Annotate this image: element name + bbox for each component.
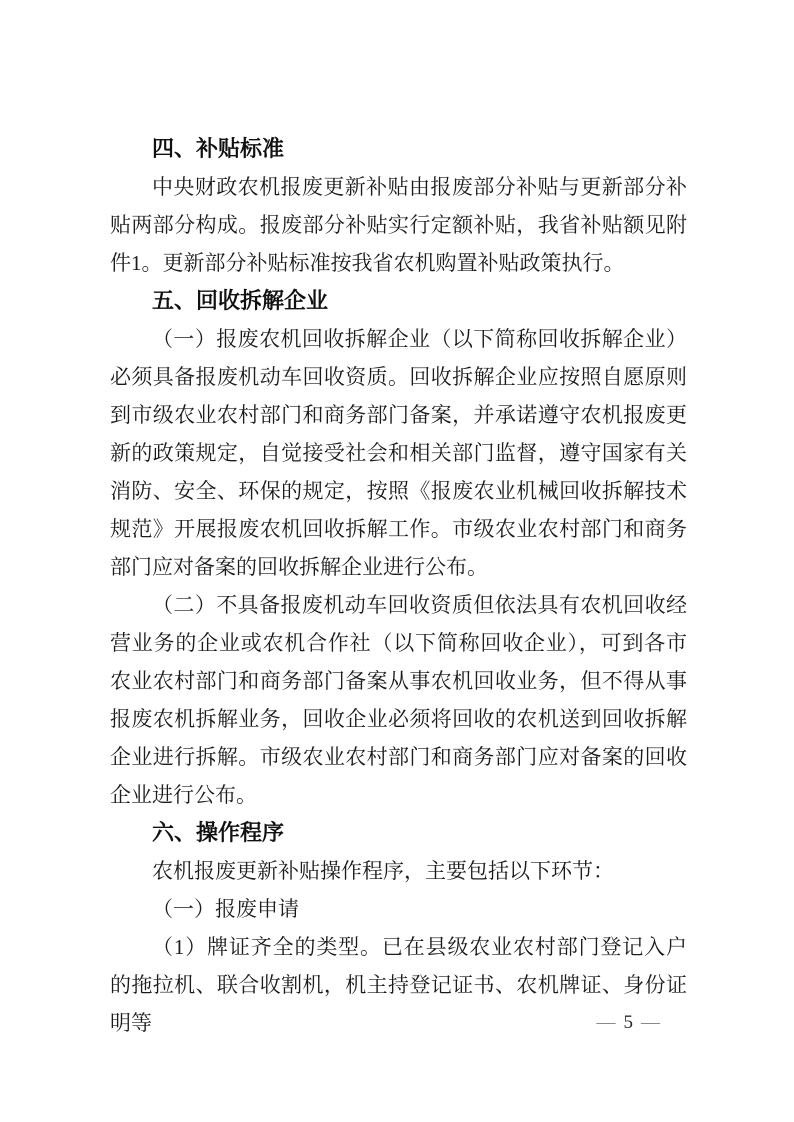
paragraph-recycling-businesses: （二）不具备报废机动车回收资质但依法具有农机回收经营业务的企业或农机合作社（以下简称回收企业），可到各市农业农村部门和商务部门备案从事农机回收业务，但不得从事报废农机拆解业务，回收企业必须将回收的农机送到回收拆解企业进行拆解。市级农业农村部门和商务部门应对备案的回收企业进行公布。 bbox=[110, 593, 687, 807]
paragraph-subsidy-composition: 中央财政农机报废更新补贴由报废部分补贴与更新部分补贴两部分构成。报废部分补贴实行定额补贴，我省补贴额见附件1。更新部分补贴标准按我省农机购置补贴政策执行。 bbox=[110, 175, 687, 275]
paragraph-licensed-machinery: （1）牌证齐全的类型。已在县级农业农村部门登记入户的拖拉机、联合收割机，机主持登记证书、农机牌证、身份证明等 bbox=[110, 935, 687, 1035]
document-body bbox=[110, 130, 687, 1042]
page-number-value: 5 bbox=[623, 1012, 635, 1033]
paragraph-recycling-dismantling-enterprises: （一）报废农机回收拆解企业（以下简称回收拆解企业）必须具备报废机动车回收资质。回收拆解企业应按照自愿原则到市级农业农村部门和商务部门备案，并承诺遵守农机报废更新的政策规定，自觉接受社会和相关部门监督，遵守国家有关消防、安全、环保的规定，按照《报废农业机械回收拆解技术规范》开展报废农机回收拆解工作。市级农业农村部门和商务部门应对备案的回收拆解企业进行公布。 bbox=[110, 327, 687, 579]
page-number-dash-left: — bbox=[596, 1012, 618, 1033]
heading-subsidy-standards: 四、补贴标准 bbox=[152, 136, 285, 161]
subheading-scrap-application: （一）报废申请 bbox=[152, 897, 299, 921]
page-number-dash-right: — bbox=[641, 1012, 662, 1033]
heading-recycling-enterprises: 五、回收拆解企业 bbox=[152, 288, 329, 313]
page-number bbox=[591, 1012, 669, 1034]
paragraph-procedure-intro: 农机报废更新补贴操作程序，主要包括以下环节： bbox=[152, 859, 614, 883]
heading-operating-procedures: 六、操作程序 bbox=[152, 820, 285, 845]
